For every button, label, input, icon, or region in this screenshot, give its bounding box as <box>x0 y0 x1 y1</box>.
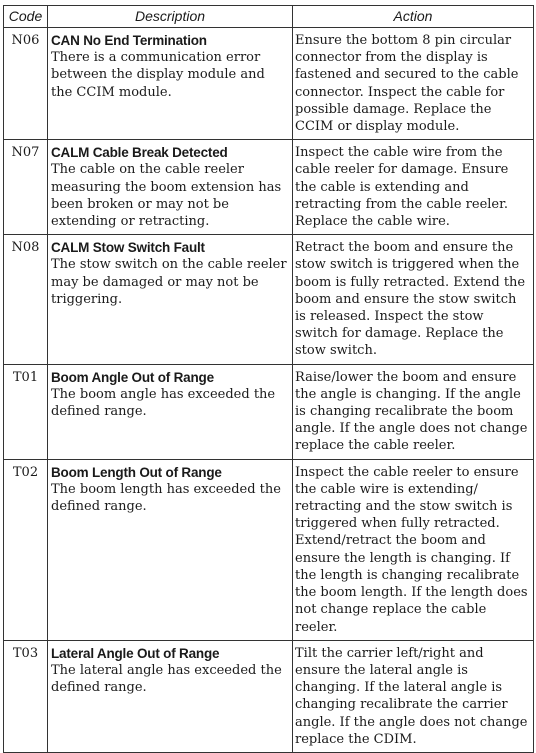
table-row <box>4 459 534 640</box>
header-action: Action <box>293 6 534 28</box>
fault-description: The cable on the cable reeler measuring the boom extension has been broken or may not be extending or retracting. <box>51 162 282 230</box>
table-row <box>4 640 534 752</box>
fault-code: N07 <box>4 140 48 235</box>
fault-title: CALM Stow Switch Fault <box>51 240 205 256</box>
table-row <box>4 140 534 235</box>
fault-title: CALM Cable Break Detected <box>51 145 228 161</box>
fault-title: Lateral Angle Out of Range <box>51 645 220 661</box>
fault-description: The lateral angle has exceeded the defined range. <box>51 662 282 696</box>
fault-code: T01 <box>4 364 48 459</box>
fault-code: T02 <box>4 459 48 640</box>
fault-description-cell <box>48 28 293 140</box>
fault-title: Boom Length Out of Range <box>51 464 222 480</box>
fault-description-cell <box>48 459 293 640</box>
fault-description-cell <box>48 364 293 459</box>
fault-description: The stow switch on the cable reeler may be damaged or may not be triggering. <box>51 257 287 307</box>
fault-title: CAN No End Termination <box>51 33 207 48</box>
fault-description: The boom length has exceeded the defined range. <box>51 481 281 515</box>
fault-action: Inspect the cable reeler to ensure the cable wire is extending/ retracting and the stow switch is triggered when fully retracted. Extend/retract the boom and ensure the length is changing. If the length is changing recalibrate the boom length. If the length does not change replace the cable reeler. <box>293 459 534 640</box>
table-row <box>4 235 534 364</box>
fault-code: T03 <box>4 640 48 752</box>
header-code: Code <box>4 6 48 28</box>
fault-action: Ensure the bottom 8 pin circular connector from the display is fastened and secured to the cable connector. Inspect the cable for possible damage. Replace the CCIM or display module. <box>293 28 534 140</box>
fault-code-table <box>3 5 534 753</box>
fault-description: The boom angle has exceeded the defined range. <box>51 386 276 420</box>
fault-description-cell <box>48 140 293 235</box>
fault-code: N08 <box>4 235 48 364</box>
fault-description-cell <box>48 235 293 364</box>
fault-action: Tilt the carrier left/right and ensure the lateral angle is changing. If the lateral angle is changing recalibrate the carrier angle. If the angle does not change replace the CDIM. <box>293 640 534 752</box>
fault-action: Retract the boom and ensure the stow switch is triggered when the boom is fully retracted. Extend the boom and ensure the stow switch is released. Inspect the stow switch for damage. Replace the stow switch. <box>293 235 534 364</box>
fault-title: Boom Angle Out of Range <box>51 369 214 385</box>
fault-code: N06 <box>4 28 48 140</box>
fault-description-cell <box>48 640 293 752</box>
header-description: Description <box>48 6 293 28</box>
fault-action: Raise/lower the boom and ensure the angle is changing. If the angle is changing recalibrate the boom angle. If the angle does not change replace the cable reeler. <box>293 364 534 459</box>
fault-description: There is a communication error between the display module and the CCIM module. <box>51 50 265 100</box>
fault-action: Inspect the cable wire from the cable reeler for damage. Ensure the cable is extending and retracting from the cable reeler. Replace the cable wire. <box>293 140 534 235</box>
table-header-row <box>4 6 534 28</box>
table-row <box>4 28 534 140</box>
table-row <box>4 364 534 459</box>
